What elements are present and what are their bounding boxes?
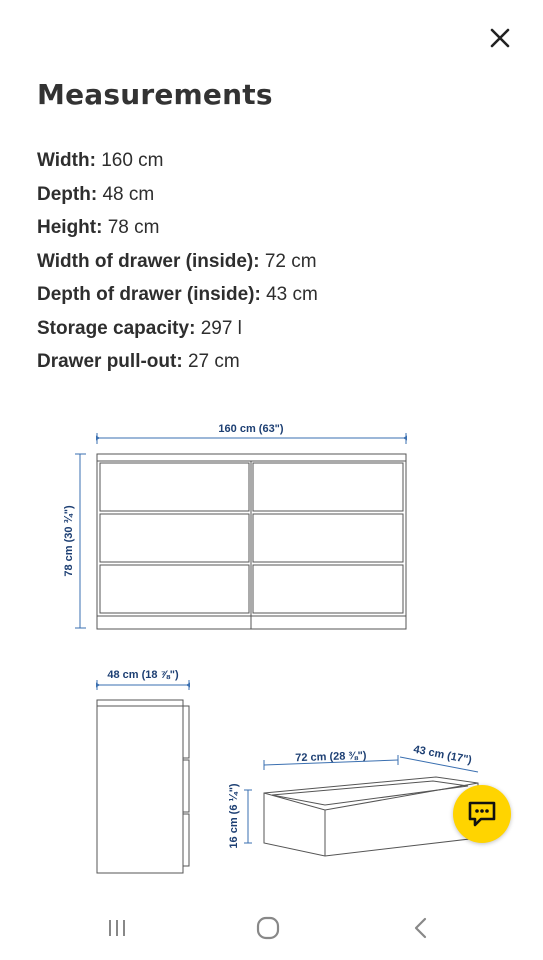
front-view [75, 433, 407, 629]
spec-label: Depth: [37, 183, 98, 205]
drawer-view [244, 755, 478, 856]
back-icon [410, 916, 432, 940]
recent-apps-button[interactable] [97, 910, 137, 946]
spec-label: Drawer pull-out: [37, 351, 183, 372]
spec-label: Width of drawer (inside): [37, 250, 260, 272]
spec-value: 48 cm [102, 183, 155, 205]
spec-label: Depth of drawer (inside): [37, 284, 261, 305]
drawer-width-label: 72 cm (28 ⅜") [295, 749, 367, 765]
spec-label: Height: [37, 217, 103, 238]
spec-value: 43 cm [266, 284, 318, 305]
drawer-depth-label: 43 cm (17") [412, 743, 473, 767]
side-view [96, 680, 190, 873]
spec-label: Width: [37, 150, 96, 171]
spec-value: 297 l [200, 317, 242, 339]
spec-label: Storage capacity: [37, 317, 196, 339]
spec-value: 78 cm [107, 217, 160, 238]
front-height-label: 78 cm (30 ¾") [63, 505, 75, 577]
chat-bubble-icon [467, 800, 497, 828]
chat-button[interactable] [453, 785, 511, 843]
back-button[interactable] [401, 910, 441, 946]
system-nav-bar [0, 892, 543, 960]
spec-value: 160 cm [101, 150, 164, 171]
drawer-height-label: 16 cm (6 ¼") [228, 783, 240, 849]
page-title: Measurements [37, 78, 273, 111]
home-icon [255, 915, 281, 941]
front-width-label: 160 cm (63") [218, 423, 284, 435]
spec-value: 27 cm [187, 351, 240, 372]
recent-apps-icon [106, 917, 128, 939]
side-depth-label: 48 cm (18 ⅞") [107, 669, 179, 681]
home-button[interactable] [248, 910, 288, 946]
spec-value: 72 cm [264, 250, 317, 272]
